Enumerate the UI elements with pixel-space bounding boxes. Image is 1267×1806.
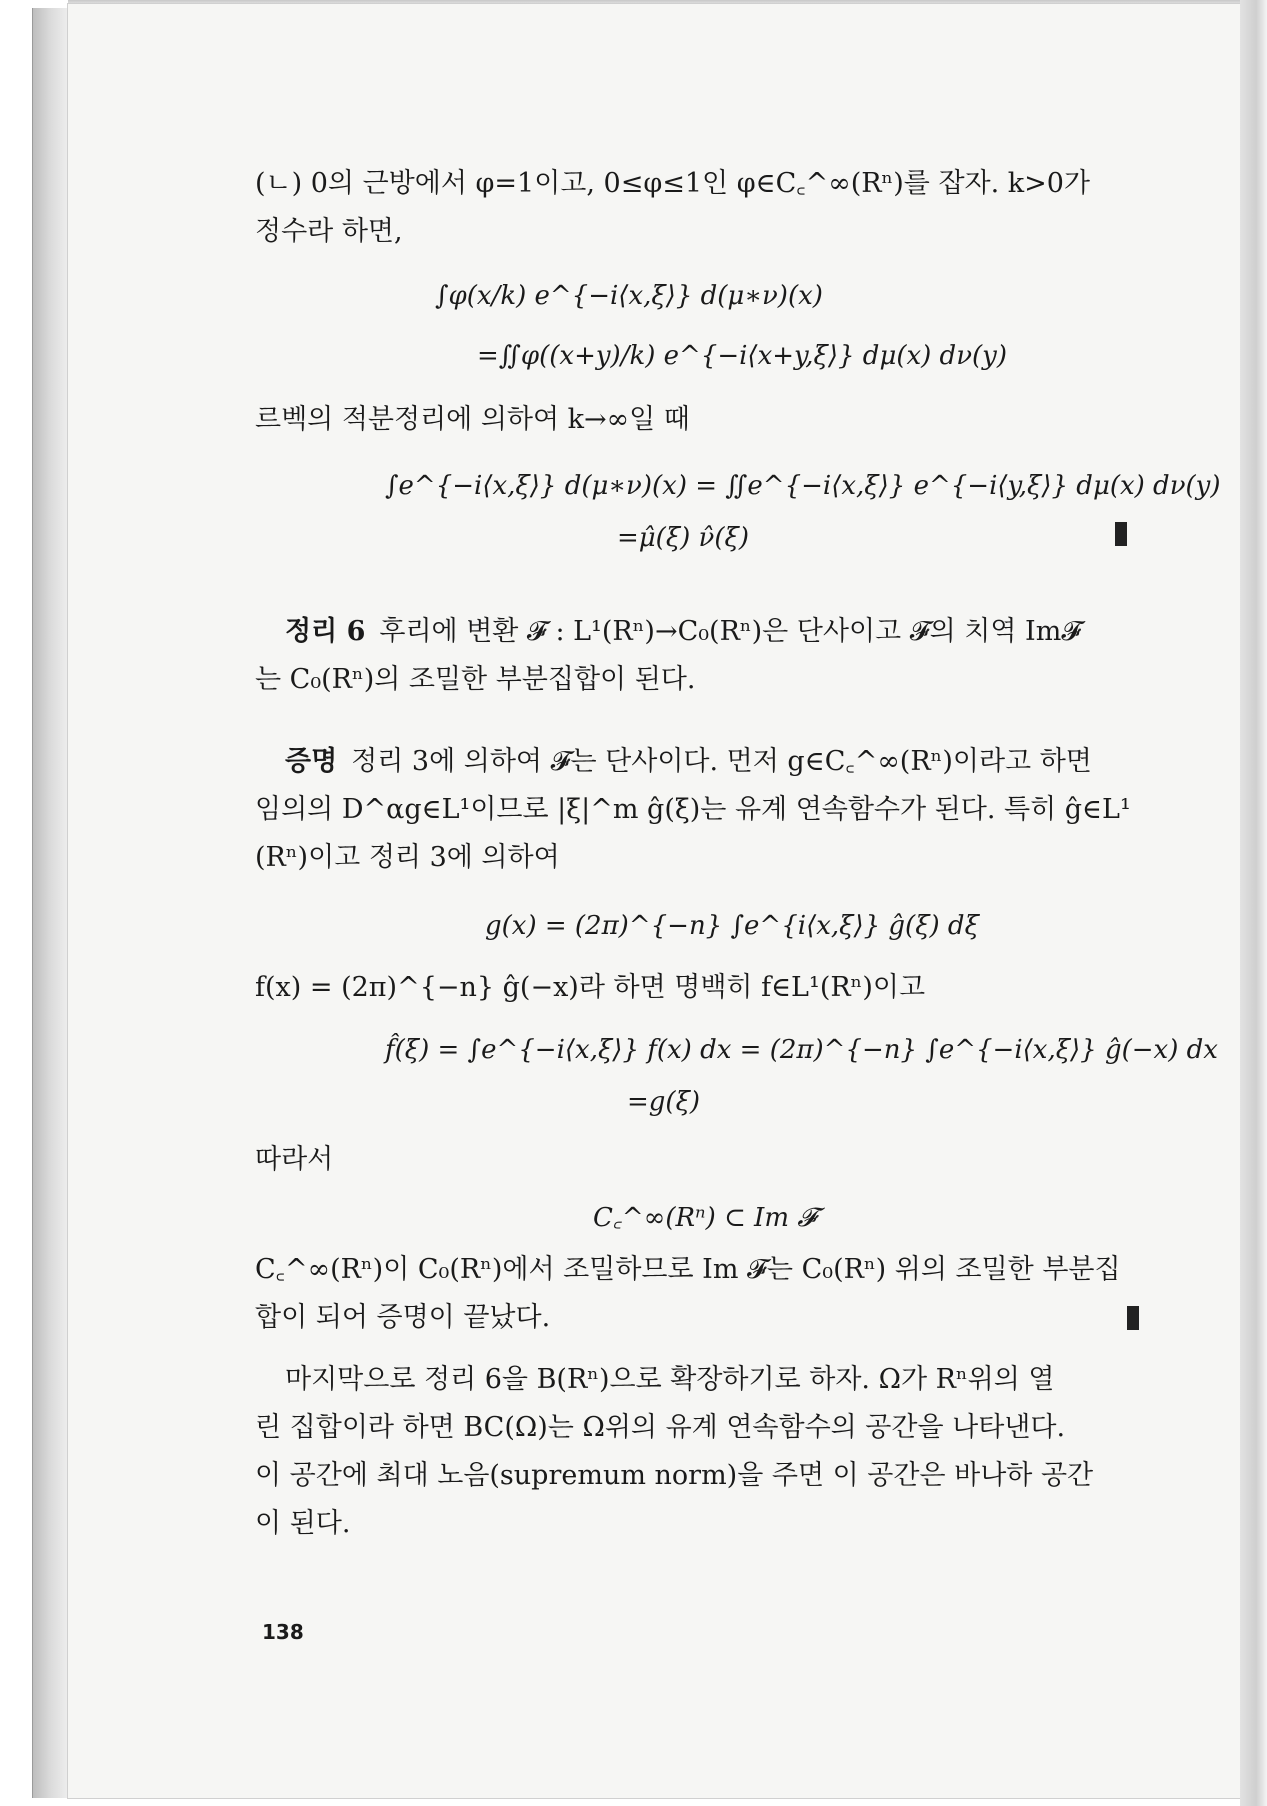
para6-line2: 린 집합이라 하면 BC(Ω)는 Ω위의 유계 연속함수의 공간을 나타낸다. — [255, 1412, 1066, 1443]
para6-line4: 이 된다. — [255, 1508, 351, 1539]
para3: f(x) = (2π)^{−n} ĝ(−x)라 하면 명백히 f∈L¹(Rⁿ)이고 — [255, 972, 926, 1003]
proof-line3: (Rⁿ)이고 정리 3에 의하여 — [255, 842, 560, 873]
equation-1 — [255, 256, 1160, 396]
proof-line1 — [255, 738, 1160, 786]
eq3-line: g(x) = (2π)^{−n} ∫e^{i⟨x,ξ⟩} ĝ(ξ) dξ — [485, 911, 979, 941]
book-right-edge — [1240, 0, 1267, 1806]
proof-text-1: 정리 3에 의하여 𝓕는 단사이다. 먼저 g∈C꜀^∞(Rⁿ)이라고 하면 — [351, 746, 1092, 777]
para6-line3: 이 공간에 최대 노음(supremum norm)을 주면 이 공간은 바나하 공간 — [255, 1460, 1094, 1491]
proof-line2: 임의의 D^αg∈L¹이므로 |ξ|^m ĝ(ξ)는 유계 연속함수가 된다. 특히 ĝ∈L¹ — [255, 794, 1131, 825]
equation-5 — [255, 1184, 1160, 1246]
eq4-line1: f̂(ξ) = ∫e^{−i⟨x,ξ⟩} f(x) dx = (2π)^{−n} ∫e^{−i⟨x,ξ⟩} ĝ(−x) dx — [385, 1035, 1218, 1065]
para5-text-2: 합이 되어 증명이 끝났다. — [255, 1302, 551, 1333]
equation-4 — [255, 1012, 1218, 1136]
theorem-label: 정리 6 — [285, 616, 366, 647]
para4: 따라서 — [255, 1144, 334, 1175]
para1-line1: (ㄴ) 0의 근방에서 φ=1이고, 0≤φ≤1인 φ∈C꜀^∞(Rⁿ)를 잡자. k>0가 — [255, 168, 1091, 199]
para6-line1: 마지막으로 정리 6을 B(Rⁿ)으로 확장하기로 하자. Ω가 Rⁿ위의 열 — [285, 1364, 1055, 1395]
proof-label: 증명 — [285, 746, 338, 777]
theorem-text-1: 후리에 변환 𝓕 : L¹(Rⁿ)→C₀(Rⁿ)은 단사이고 𝓕의 치역 Im𝓕 — [379, 616, 1082, 647]
para5-line2 — [255, 1294, 1160, 1342]
qed-mark — [1115, 522, 1127, 546]
eq5-line: C꜀^∞(Rⁿ) ⊂ Im 𝓕 — [593, 1203, 817, 1233]
page-number: 138 — [262, 1620, 304, 1644]
equation-3 — [255, 882, 1160, 964]
page-content — [255, 160, 1221, 1548]
qed-mark-2 — [1127, 1306, 1139, 1330]
para2: 르벡의 적분정리에 의하여 k→∞일 때 — [255, 404, 690, 435]
para1-line2: 정수라 하면, — [255, 216, 403, 247]
eq4-line2: =g(ξ) — [627, 1087, 701, 1117]
book-spine-edge — [32, 8, 69, 1798]
para5-line1: C꜀^∞(Rⁿ)이 C₀(Rⁿ)에서 조밀하므로 Im 𝓕는 C₀(Rⁿ) 위의 조밀한 부분집 — [255, 1254, 1121, 1285]
eq2-line1: ∫e^{−i⟨x,ξ⟩} d(μ∗ν)(x) = ∬e^{−i⟨x,ξ⟩} e^{−i⟨y,ξ⟩} dμ(x) dν(y) — [385, 471, 1221, 501]
theorem-line1 — [255, 608, 1160, 656]
eq2-line2: =μ̂(ξ) ν̂(ξ) — [617, 523, 749, 553]
eq1-line2: =∬φ((x+y)/k) e^{−i⟨x+y,ξ⟩} dμ(x) dν(y) — [477, 341, 1007, 371]
theorem-line2: 는 C₀(Rⁿ)의 조밀한 부분집합이 된다. — [255, 664, 696, 695]
equation-2 — [255, 444, 1221, 574]
eq1-line1: ∫φ(x/k) e^{−i⟨x,ξ⟩} d(μ∗ν)(x) — [435, 281, 823, 311]
